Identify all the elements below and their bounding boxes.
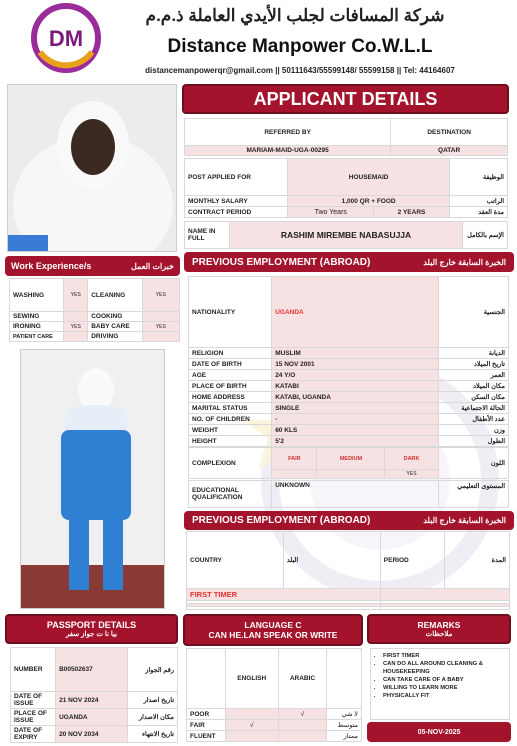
skill-value: YES (142, 279, 179, 312)
personal-row (189, 403, 509, 414)
passport-number-label-ar: رقم الجواز (127, 648, 177, 692)
passport-issue-place-label: PLACE OF ISSUE (11, 709, 56, 726)
remark-item: • CAN DO ALL AROUND CLEANING & HOUSEKEEPING (383, 660, 505, 676)
remarks-header (367, 614, 511, 644)
post-value: HOUSEMAID (288, 159, 450, 196)
salary-label-ar: الراتب (449, 196, 507, 207)
contract-value: Two Years (288, 207, 374, 218)
passport-number-value: B00502637 (56, 648, 128, 692)
skill-label: WASHING (10, 279, 64, 312)
work-row (10, 312, 180, 322)
language-title: LANGUAGE C (244, 620, 302, 630)
skill-value: YES (64, 279, 88, 312)
personal-label: MARITAL STATUS (189, 403, 272, 414)
personal-row (189, 392, 509, 403)
contact-line: distancemanpowerqr@gmail.com || 50111643/55599148/ 55599158 || Tel: 44164607 (145, 66, 455, 75)
fullname-value: RASHIM MIREMBE NABASUJJA (230, 222, 463, 249)
passport-issue-date-label-ar: تاريخ اصدار (127, 692, 177, 709)
complexion-dark: DARK (385, 448, 438, 470)
work-row (10, 279, 180, 312)
contract-label: CONTRACT PERIOD (185, 207, 288, 218)
education-value: UNKNOWN (272, 481, 438, 508)
personal-value: SINGLE (272, 403, 438, 414)
skill-value (64, 312, 88, 322)
language-fluent-label: FLUENT (187, 731, 226, 742)
education-label-ar: المستوى التعليمي (438, 481, 508, 508)
personal-value: 60 KLS (272, 425, 438, 436)
job-table (184, 158, 508, 218)
personal-label: HOME ADDRESS (189, 392, 272, 403)
personal-value: 5'2 (272, 436, 438, 447)
language-table (186, 648, 362, 742)
period-label: PERIOD (380, 532, 445, 589)
remark-item: • WILLING TO LEARN MORE (383, 684, 505, 692)
remark-item: • FIRST TIMER (383, 652, 505, 660)
language-subtitle: CAN HE.LAN SPEAK OR WRITE (208, 630, 338, 640)
personal-label-ar: الحالة الاجتماعية (438, 403, 508, 414)
work-row (10, 322, 180, 332)
skill-label: PATIENT CARE (10, 332, 64, 342)
applicant-full-photo (20, 349, 165, 609)
prev-employment-header-2 (184, 511, 514, 530)
work-experience-title: Work Experience/s (11, 261, 92, 271)
remarks-title: REMARKS (417, 620, 461, 630)
personal-value: 24 Y/O (272, 370, 438, 381)
skill-value (142, 332, 179, 342)
personal-value: KATABI, UGANDA (272, 392, 438, 403)
remark-item: • PHYSICALLY FIT (383, 692, 505, 700)
passport-title-ar: بيا نا ت جواز سفر (65, 631, 118, 638)
complexion-table (188, 447, 509, 479)
personal-label: HEIGHT (189, 436, 272, 447)
prev-employment-title-1: PREVIOUS EMPLOYMENT (ABROAD) (192, 256, 371, 268)
skill-label: COOKING (88, 312, 142, 322)
language-fluent-label-ar: ممتاز (327, 731, 362, 742)
prev-employment-table (186, 531, 510, 610)
logo-icon (30, 2, 102, 74)
remark-item: • CAN TAKE CARE OF A BABY (383, 676, 505, 684)
passport-expiry-label-ar: تاريخ الانتهاء (127, 726, 177, 743)
skill-value: YES (142, 322, 179, 332)
fullname-label-ar: الإسم بالكامل (462, 222, 507, 249)
language-fair-label: FAIR (187, 720, 226, 731)
skill-value (64, 332, 88, 342)
personal-label-ar: تاريخ الميلاد (438, 359, 508, 370)
passport-title: PASSPORT DETAILS (46, 620, 137, 630)
personal-label-ar: عدد الأطفال (438, 414, 508, 425)
destination-value: QATAR (391, 146, 508, 156)
personal-row (189, 425, 509, 436)
personal-value: UGANDA (272, 277, 438, 348)
skill-label: DRIVING (88, 332, 142, 342)
personal-value: - (272, 414, 438, 425)
page-title-text: APPLICANT DETAILS (253, 88, 438, 109)
personal-label-ar: مكان السكن (438, 392, 508, 403)
post-label: POST APPLIED FOR (185, 159, 288, 196)
personal-row (189, 436, 509, 447)
language-poor-arabic: √ (278, 709, 326, 720)
country-label: COUNTRY (187, 532, 284, 589)
logo-letters: DM (48, 26, 84, 51)
passport-expiry-value: 20 NOV 2034 (56, 726, 128, 743)
passport-expiry-label: DATE OF EXPIRY (11, 726, 56, 743)
complexion-label: COMPLEXION (189, 448, 272, 479)
passport-issue-place-label-ar: مكان الاصدار (127, 709, 177, 726)
language-poor-label: POOR (187, 709, 226, 720)
remarks-list (370, 648, 510, 720)
skill-label: CLEANING (88, 279, 142, 312)
post-label-ar: الوظيفة (449, 159, 507, 196)
personal-details-table (188, 276, 509, 447)
complexion-label-ar: اللون (438, 448, 508, 479)
period-label-ar: المدة (445, 532, 510, 589)
language-header (183, 614, 363, 646)
personal-row (189, 414, 509, 425)
personal-row (189, 359, 509, 370)
company-arabic-name: شركة المسافات لجلب الأيدي العاملة ذ.م.م (145, 6, 445, 25)
education-table (188, 480, 509, 508)
personal-label-ar: مكان الميلاد (438, 381, 508, 392)
skill-label: SEWING (10, 312, 64, 322)
destination-label: DESTINATION (391, 119, 508, 146)
referral-table (184, 118, 508, 156)
language-fair-label-ar: متوسط (327, 720, 362, 731)
remarks-title-ar: ملاحظات (425, 631, 453, 638)
language-fluent-english (225, 731, 278, 742)
complexion-fair: FAIR (272, 448, 317, 470)
personal-value: KATABI (272, 381, 438, 392)
language-poor-label-ar: لا شي (327, 709, 362, 720)
prev-employment-title-ar-2: الخبرة السابقة خارج البلد (423, 516, 506, 525)
prev-employment-title-2: PREVIOUS EMPLOYMENT (ABROAD) (192, 515, 371, 526)
work-experience-header (5, 256, 180, 276)
language-poor-english (225, 709, 278, 720)
personal-label: AGE (189, 370, 272, 381)
skill-label: BABY CARE (88, 322, 142, 332)
fullname-label: NAME IN FULL (185, 222, 230, 249)
contract-value-years: 2 YEARS (374, 207, 450, 218)
applicant-headshot (7, 84, 177, 252)
referred-by-value: MARIAM-MAID-UGA-00295 (185, 146, 391, 156)
language-fair-english: √ (225, 720, 278, 731)
company-logo (30, 2, 102, 74)
passport-issue-place-value: UGANDA (56, 709, 128, 726)
passport-issue-date-label: DATE OF ISSUE (11, 692, 56, 709)
fullname-table (184, 221, 508, 249)
language-col-english: ENGLISH (225, 649, 278, 709)
passport-table (10, 647, 178, 743)
country-label-ar: البلد (283, 532, 380, 589)
personal-label-ar: وزن (438, 425, 508, 436)
personal-row (189, 277, 509, 348)
personal-row (189, 370, 509, 381)
personal-label: NO. OF CHILDREN (189, 414, 272, 425)
page-title (182, 84, 509, 114)
personal-label: DATE OF BIRTH (189, 359, 272, 370)
work-row (10, 332, 180, 342)
personal-row (189, 381, 509, 392)
salary-value: 1,000 QR + FOOD (288, 196, 450, 207)
language-fair-arabic (278, 720, 326, 731)
language-fluent-arabic (278, 731, 326, 742)
personal-label-ar: الديانة (438, 348, 508, 359)
passport-header (5, 614, 178, 644)
work-experience-title-ar: خبرات العمل (131, 261, 174, 271)
skill-label: IRONING (10, 322, 64, 332)
personal-row (189, 348, 509, 359)
contract-label-ar: مدة العقد (449, 207, 507, 218)
passport-issue-date-value: 21 NOV 2024 (56, 692, 128, 709)
passport-number-label: NUMBER (11, 648, 56, 692)
prev-employment-title-ar-1: الخبرة السابقة خارج البلد (423, 257, 506, 267)
personal-label-ar: العمر (438, 370, 508, 381)
remarks-date-text: 05-NOV-2025 (417, 728, 461, 736)
personal-label-ar: الجنسية (438, 277, 508, 348)
complexion-medium: MEDIUM (317, 448, 385, 470)
personal-label: PLACE OF BIRTH (189, 381, 272, 392)
education-label: EDUCATIONAL QUALIFICATION (189, 481, 272, 508)
company-english-name: Distance Manpower Co.W.L.L (167, 36, 433, 57)
personal-label: RELIGION (189, 348, 272, 359)
work-experience-table (9, 278, 180, 342)
personal-label: WEIGHT (189, 425, 272, 436)
skill-value: YES (64, 322, 88, 332)
referred-by-label: REFERRED BY (185, 119, 391, 146)
remarks-date (367, 722, 511, 742)
first-timer-text: FIRST TIMER (187, 589, 381, 601)
language-col-arabic: ARABIC (278, 649, 326, 709)
personal-label-ar: الطول (438, 436, 508, 447)
personal-label: NATIONALITY (189, 277, 272, 348)
complexion-selected: YES (385, 470, 438, 479)
prev-employment-header-1 (184, 252, 514, 272)
personal-value: MUSLIM (272, 348, 438, 359)
salary-label: MONTHLY SALARY (185, 196, 288, 207)
personal-value: 15 NOV 2001 (272, 359, 438, 370)
skill-value (142, 312, 179, 322)
